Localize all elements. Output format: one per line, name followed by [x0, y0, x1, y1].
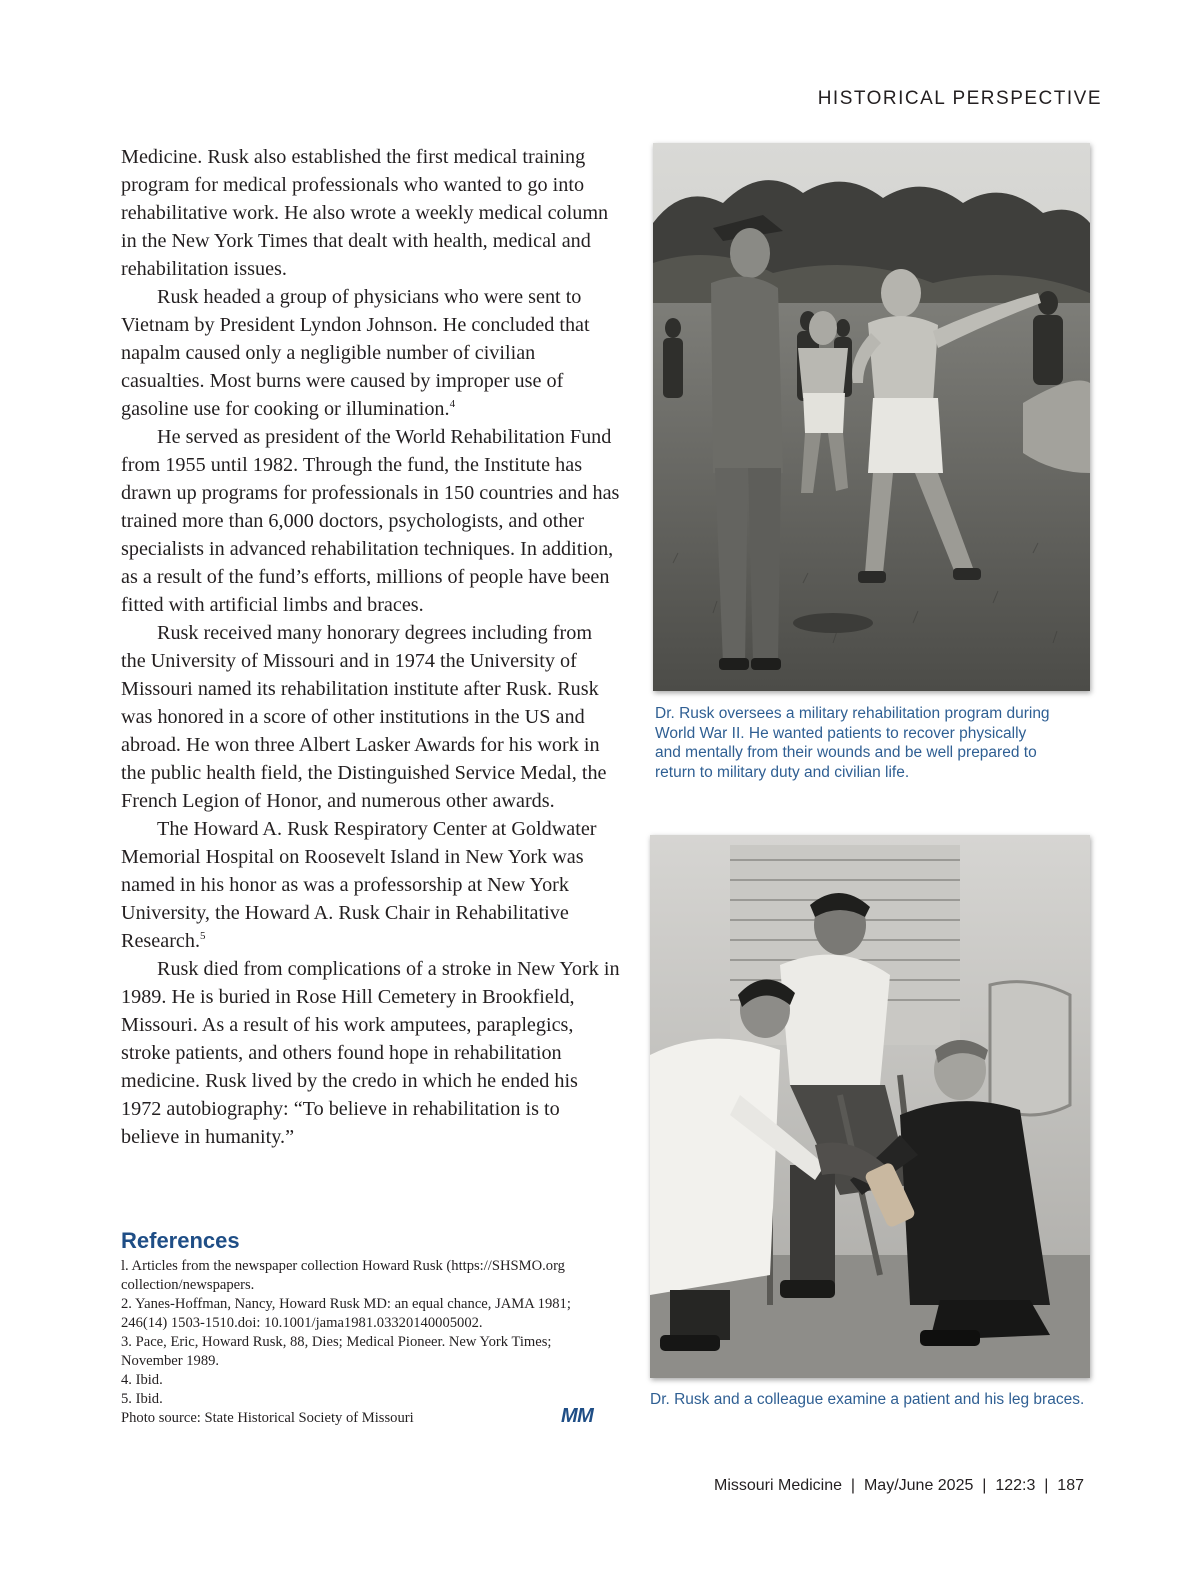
volume: 122:3 [995, 1477, 1036, 1494]
paragraph: Medicine. Rusk also established the first medical training program for medical professionals who wanted to go into rehabilitative work. He also wrote a weekly medical column in the New York Times that dealt with health, medical and rehabilitation issues. [121, 146, 609, 280]
paragraph: Rusk headed a group of physicians who were sent to Vietnam by President Lyndon Johnson. He concluded that napalm caused only a negligible number of civilian casualties. Most burns were caused by improper use of gasoline use for cooking or illumination.$^4$ [121, 286, 590, 420]
photo-caption: Dr. Rusk oversees a military rehabilitation program during World War II. He wanted patients to recover physically and mentally from their wounds and be well prepared to return to military duty and civilian life. [655, 705, 1050, 781]
photo-source: Photo source: State Historical Society of Missouri [121, 1410, 414, 1426]
page-footer: Missouri Medicine | May/June 2025 | 122:3 | 187 [713, 1477, 1084, 1494]
issue-date: May/June 2025 [863, 1477, 974, 1494]
reference-item: 4. Ibid. [121, 1372, 163, 1388]
reference-item: 3. Pace, Eric, Howard Rusk, 88, Dies; Medical Pioneer. New York Times; November 1989. [121, 1334, 552, 1369]
section-label: HISTORICAL PERSPECTIVE [817, 88, 1102, 109]
reference-item: 5. Ibid. [121, 1391, 163, 1407]
article-body [121, 143, 621, 1151]
footnote-ref: 5 [200, 930, 206, 942]
photo-military-rehab [653, 143, 1090, 691]
photo-military-rehab-image [653, 143, 1090, 691]
page-number: 187 [1057, 1477, 1084, 1494]
photo-leg-braces-image [650, 835, 1090, 1378]
photo-caption: Dr. Rusk and a colleague examine a patient and his leg braces. [650, 1391, 1085, 1408]
paragraph: He served as president of the World Rehabilitation Fund from 1955 until 1982. Through the fund, the Institute has drawn up programs for professionals in 150 countries and has trained more than 6,000 doctors, psychologists, and other specialists in advanced rehabilitation techniques. In addition, as a result of the fund’s efforts, millions of people have been fitted with artificial limbs and braces. [121, 426, 620, 616]
footnote-ref: 4 [449, 398, 456, 410]
mm-logo: MM [561, 1405, 594, 1427]
paragraph: The Howard A. Rusk Respiratory Center at Goldwater Memorial Hospital on Roosevelt Island in New York was named in his honor as was a professorship at New York University, the Howard A. Rusk Chair in Rehabilitative Research.$^5$ [121, 818, 597, 952]
reference-item: 2. Yanes-Hoffman, Nancy, Howard Rusk MD: an equal chance, JAMA 1981; 246(14) 1503-1510.doi: 10.1001/jama1981.03320140005002. [121, 1296, 571, 1331]
paragraph: Rusk died from complications of a stroke in New York in 1989. He is buried in Rose Hill Cemetery in Brookfield, Missouri. As a result of his work amputees, paraplegics, stroke patients, and others found hope in rehabilitation medicine. Rusk lived by the credo in which he ended his 1972 autobiography: “To believe in rehabilitation is to believe in humanity.” [121, 958, 620, 1148]
paragraph: Rusk received many honorary degrees including from the University of Missouri and in 1974 the University of Missouri named its rehabilitation institute after Rusk. Rusk was honored in a score of other institutions in the US and abroad. He won three Albert Lasker Awards for his work in the public health field, the Distinguished Service Medal, the French Legion of Honor, and numerous other awards. [121, 622, 607, 812]
photo-leg-braces [650, 835, 1090, 1378]
references-list [121, 1257, 611, 1428]
journal-name: Missouri Medicine [713, 1477, 843, 1494]
references-heading: References [121, 1228, 240, 1253]
reference-item: l. Articles from the newspaper collection Howard Rusk (https://SHSMO.org collection/newspapers. [121, 1258, 565, 1293]
